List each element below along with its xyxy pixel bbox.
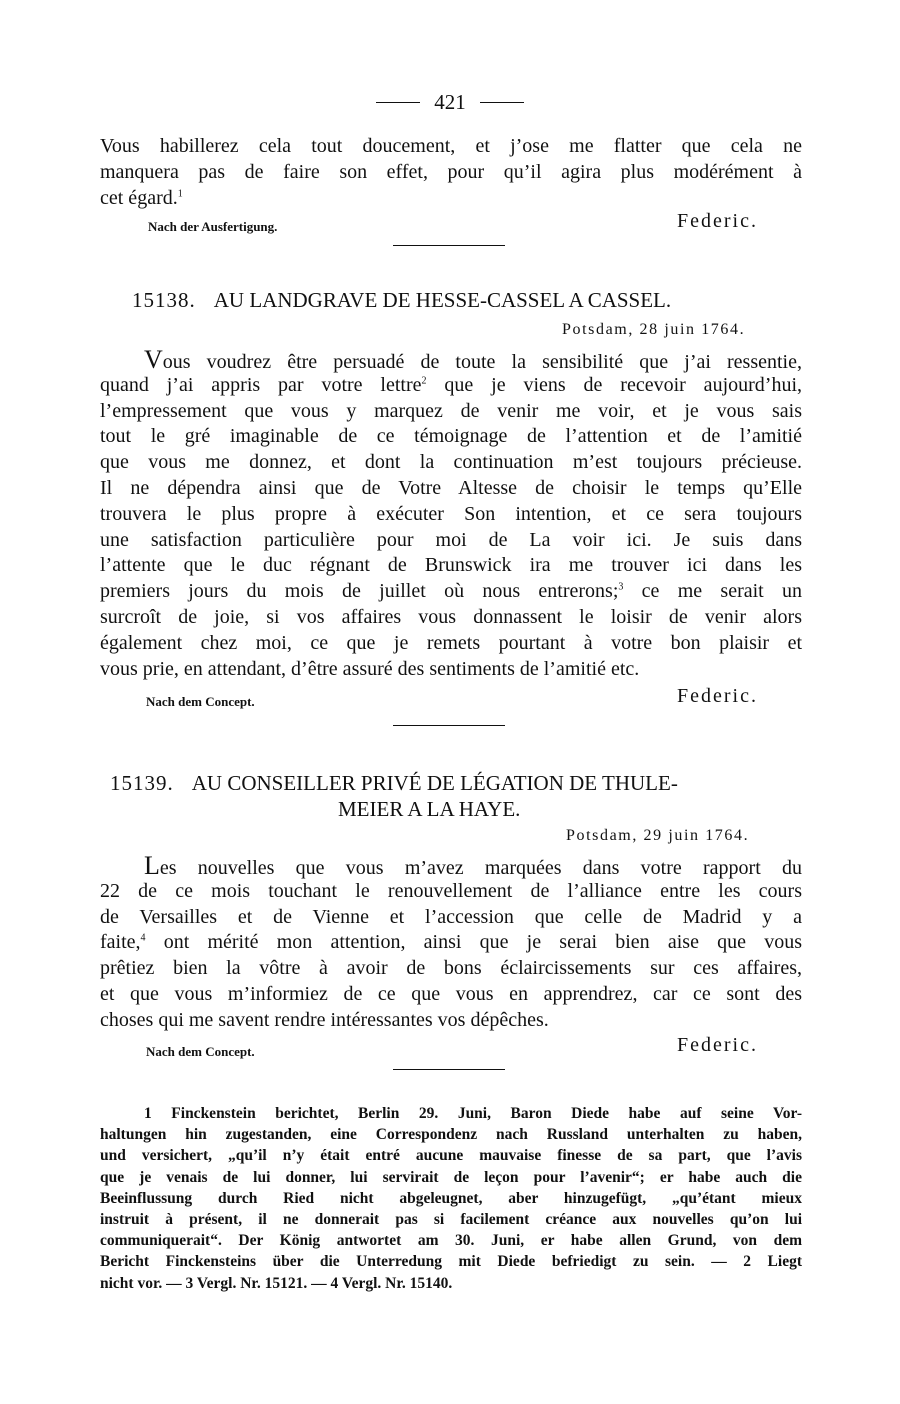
section-divider [393, 245, 505, 246]
letter-title-continued: MEIER A LA HAYE. [338, 797, 521, 821]
text-line: manquera pas de faire son effet, pour qu’il agira plus modérément à [100, 160, 802, 183]
text-line: quand j’ai appris par votre lettre$^2$ que je viens de recevoir aujourd’hui, [100, 373, 802, 396]
signature: Federic. [677, 210, 758, 232]
footnote-line: und versichert, „qu’il n’y était entré aucune mauvaise finesse de sa part, que l’avis [100, 1147, 802, 1165]
letter-heading [110, 771, 678, 796]
footnote-ref: 1 [177, 187, 183, 199]
text-line: 22 de ce mois touchant le renouvellement de l’alliance entre les cours [100, 879, 802, 902]
letter-body [100, 853, 802, 1034]
dateline: Potsdam, 29 juin 1764. [566, 827, 750, 844]
section-divider [393, 725, 505, 726]
letter-title: AU CONSEILLER PRIVÉ DE LÉGATION DE THULE- [191, 771, 678, 795]
text-line: Vous habillerez cela tout doucement, et j’ose me flatter que cela ne [100, 135, 802, 157]
footnote-line: nicht vor. — 3 Vergl. Nr. 15121. — 4 Vergl. Nr. 15140. [100, 1274, 453, 1292]
text-line: faite,$^4$ ont mérité mon attention, ainsi que je serai bien aise que vous [100, 931, 802, 954]
page-header [0, 88, 900, 116]
page-number: 421 [434, 89, 466, 114]
source-attribution: Nach dem Concept. [146, 1044, 255, 1059]
footnote-line: communiquerait“. Der König antwortet am 30. Juni, er habe allen Grund, von dem [100, 1232, 802, 1250]
text-line: prêtiez bien la vôtre à avoir de bons éclaircissements sur ces affaires, [100, 957, 802, 980]
text-line: de Versailles et de Vienne et l’accession que celle de Madrid y a [100, 905, 802, 928]
text-line: choses qui me savent rendre intéressantes vos dépêches. [100, 1008, 549, 1031]
text-line: également chez moi, ce que je remets pourtant à votre bon plaisir et [100, 631, 802, 654]
letter-heading [132, 288, 671, 313]
signature: Federic. [677, 1034, 758, 1056]
letter-number: 15138. [132, 288, 196, 312]
letter-number: 15139. [110, 771, 174, 795]
source-attribution: Nach dem Concept. [146, 694, 255, 709]
footnotes [100, 1103, 802, 1294]
text-line: et que vous m’informiez de ce que vous en apprendrez, car ce sont des [100, 982, 802, 1005]
footnote-ref: 4 [140, 932, 146, 944]
footnote-line: instruit à présent, il ne donnerait pas si facilement créance aux nouvelles qu’on lui [100, 1210, 802, 1228]
text-line: cet égard.$^1$ [100, 186, 183, 209]
header-dash-right [480, 102, 524, 103]
signature: Federic. [677, 685, 758, 707]
header-dash-left [376, 102, 420, 103]
footnote-line: Bericht Finckensteins über die Unterredung mit Diede befriedigt zu sein. — 2 Liegt [100, 1253, 802, 1271]
source-attribution: Nach der Ausfertigung. [148, 219, 278, 234]
footnote-line: haltungen hin zugestanden, eine Correspondenz nach Russland unterhalten zu haben, [100, 1126, 802, 1144]
text-line: Vous voudrez être persuadé de toute la sensibilité que j’ai ressentie, [144, 345, 802, 374]
footnote-ref: 2 [421, 375, 427, 387]
text-line: tout le gré imaginable de ce témoignage de l’attention et de l’amitié [100, 425, 802, 448]
text-line: l’empressement que vous y marquez de venir me voir, et je vous sais [100, 399, 802, 422]
continuation-paragraph [100, 134, 802, 211]
text-line: vous prie, en attendant, d’être assuré des sentiments de l’amitié etc. [100, 657, 640, 680]
text-line: premiers jours du mois de juillet où nous entrerons;$^3$ ce me serait un [100, 580, 802, 603]
footnote-line: Beeinflussung durch Ried nicht abgeleugnet, aber hinzugefügt, „qu’étant mieux [100, 1189, 802, 1207]
letter-title: AU LANDGRAVE DE HESSE-CASSEL A CASSEL. [213, 288, 672, 312]
initial-letter: L [144, 851, 160, 880]
text-line: trouvera le plus propre à exécuter Son intention, et ce sera toujours [100, 502, 802, 525]
text-line: que vous me donnez, et dont la continuation m’est toujours précieuse. [100, 451, 802, 474]
text-line: une satisfaction particulière pour moi de La voir ici. Je suis dans [100, 528, 802, 551]
text-line: Les nouvelles que vous m’avez marquées dans votre rapport du [144, 851, 802, 880]
initial-letter: V [144, 345, 163, 374]
text-line: surcroît de joie, si vos affaires vous donnassent le loisir de venir alors [100, 605, 802, 628]
text-line: Il ne dépendra ainsi que de Votre Altesse de choisir le temps qu’Elle [100, 476, 802, 499]
footnote-line: 1 Finckenstein berichtet, Berlin 29. Juni, Baron Diede habe auf seine Vor- [144, 1105, 802, 1122]
section-divider [393, 1069, 505, 1070]
dateline: Potsdam, 28 juin 1764. [562, 321, 746, 338]
letter-body [100, 347, 802, 682]
footnote-line: que je venais de lui donner, lui servirait de leçon pour l’avenir“; er habe auch die [100, 1168, 802, 1186]
footnote-ref: 3 [618, 581, 624, 593]
text-line: l’attente que le duc régnant de Brunswick ira me trouver ici dans les [100, 554, 802, 577]
